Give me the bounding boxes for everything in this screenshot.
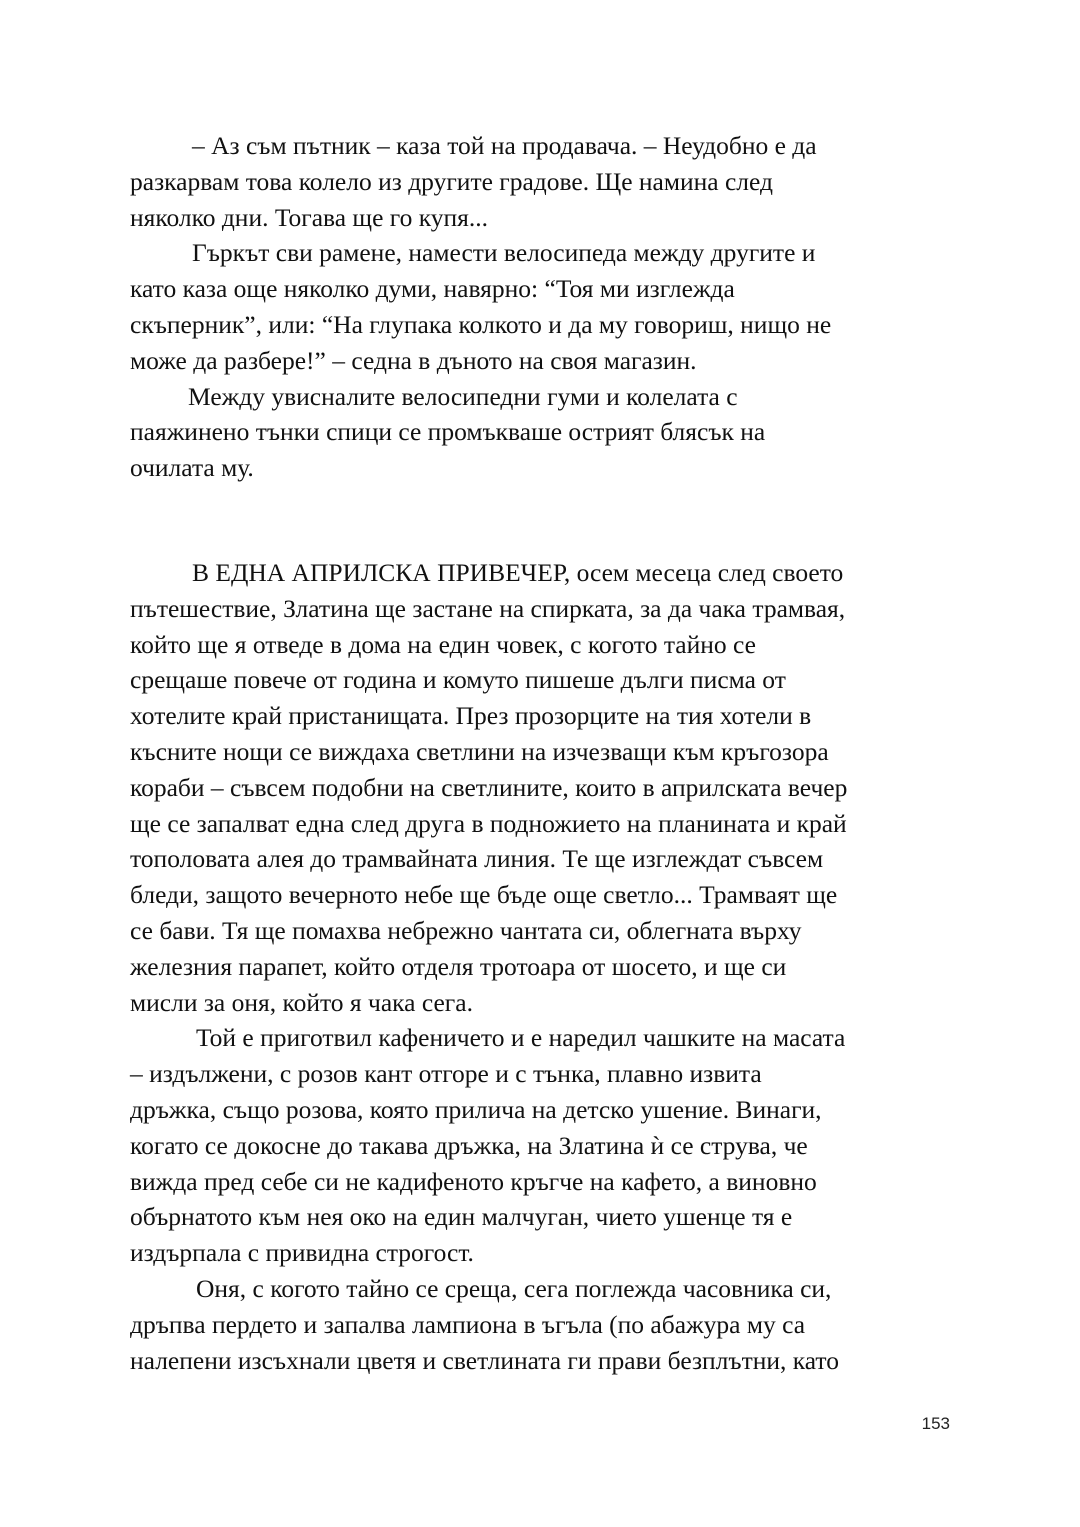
text-line: се бави. Тя ще помахва небрежно чантата си, облегната върху <box>130 915 802 945</box>
text-line: срещаше повече от година и комуто пишеше дълги писма от <box>130 665 786 695</box>
text-line: кораби – съвсем подобни на светлините, които в априлската вечер <box>130 772 848 802</box>
text-line: вижда пред себе си не кадифеното кръгче на кафето, а виновно <box>130 1166 817 1196</box>
text-line: тополовата алея до трамвайната линия. Те ще изглеждат съвсем <box>130 844 824 874</box>
text-line: няколко дни. Тогава ще го купя... <box>130 202 488 232</box>
text-line: издърпала с привидна строгост. <box>130 1238 474 1268</box>
text-section-new-chapter <box>130 555 960 1378</box>
text-line: ще се запалват една след друга в подножието на планината и край <box>130 808 847 838</box>
text-line: мисли за оня, който я чака сега. <box>130 987 473 1017</box>
text-line: когато се докосне до такава дръжка, на Златина ѝ се струва, че <box>130 1130 808 1160</box>
text-line: бледи, защото вечерното небе ще бъде още светло... Трамваят ще <box>130 880 838 910</box>
text-line: късните нощи се виждаха светлини на изчезващи към кръгозора <box>130 736 829 766</box>
text-line: скъперник”, или: “На глупака колкото и да му говориш, нищо не <box>130 309 832 339</box>
text-line: пътешествие, Златина ще застане на спирката, за да чака трамвая, <box>130 593 846 623</box>
text-line: Оня, с когото тайно се среща, сега поглежда часовника си, <box>196 1273 832 1303</box>
text-line: обърнатото към нея око на един малчуган, чието ушенце тя е <box>130 1202 793 1232</box>
text-line: може да разбере!” – седна в дъното на своя магазин. <box>130 345 697 375</box>
text-line: – издължени, с розов кант отгоре и с тънка, плавно извита <box>130 1059 762 1089</box>
page-number: 153 <box>921 1414 950 1433</box>
text-section-continuation <box>130 128 960 486</box>
text-line: Той е приготвил кафеничето и е наредил чашките на масата <box>196 1023 846 1053</box>
text-line: дръпва пердето и запалва лампиона в ъгъла (по абажура му са <box>130 1309 806 1339</box>
text-line: като каза още няколко думи, навярно: “Тоя ми изглежда <box>130 274 735 304</box>
text-line: – Аз съм пътник – каза той на продавача. – Неудобно е да <box>192 131 817 160</box>
text-line: хотелите край пристанищата. През прозорците на тия хотели в <box>130 701 812 731</box>
text-line: железния парапет, който отделя тротоара от шосето, и ще си <box>130 951 787 981</box>
text-line: В ЕДНА АПРИЛСКА ПРИВЕЧЕР, осем месеца след своето <box>192 558 844 587</box>
text-line: Гъркът сви рамене, намести велосипеда между другите и <box>192 238 816 268</box>
text-line: Между увисналите велосипедни гуми и колелата с <box>188 381 738 411</box>
text-line: който ще я отведе в дома на един човек, с когото тайно се <box>130 629 756 659</box>
text-line: дръжка, също розова, която прилича на детско ушение. Винаги, <box>130 1094 822 1124</box>
text-line: очилата му. <box>130 453 254 483</box>
text-line: паяжинено тънки спици се промъкваше острият блясък на <box>130 417 766 447</box>
text-line: разкарвам това колело из другите градове. Ще намина след <box>130 166 773 196</box>
text-line: налепени изсъхнали цветя и светлината ги прави безплътни, като <box>130 1345 839 1375</box>
